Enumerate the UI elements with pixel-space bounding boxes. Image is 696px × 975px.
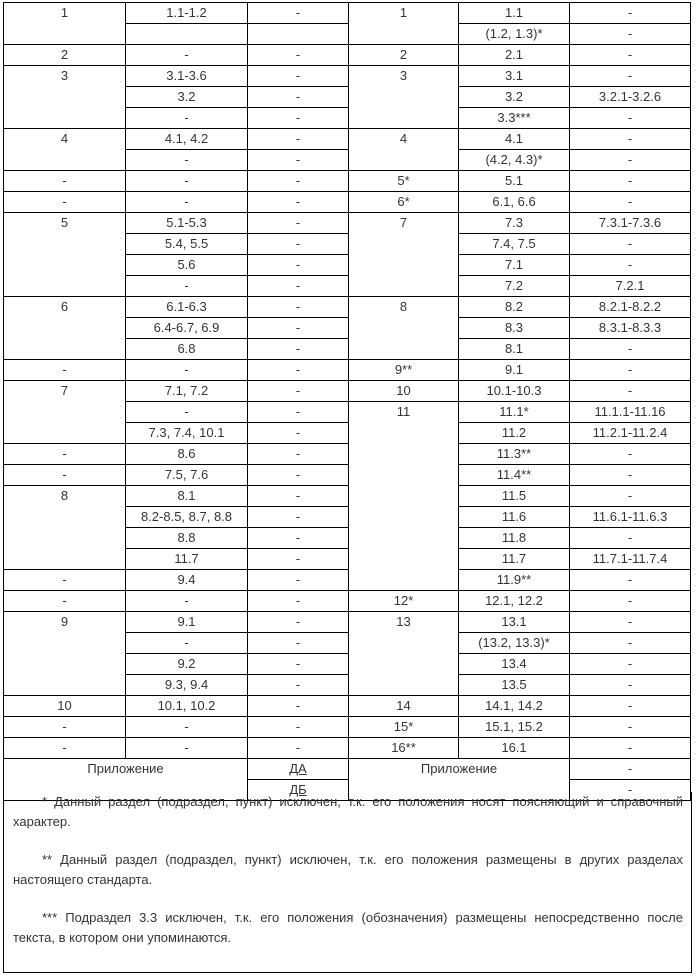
table-cell: 3.2.1-3.2.6 bbox=[570, 87, 691, 108]
table-cell: - bbox=[126, 591, 248, 612]
table-cell: - bbox=[126, 108, 248, 129]
footnote: * Данный раздел (подраздел, пункт) исключен, т.к. его положения носят поясняющий и справочный характер. bbox=[13, 794, 683, 829]
table-cell: - bbox=[4, 465, 126, 486]
table-cell: 11.6 bbox=[459, 507, 570, 528]
table-cell: 11.9** bbox=[459, 570, 570, 591]
table-cell: - bbox=[248, 360, 349, 381]
table-cell: - bbox=[248, 87, 349, 108]
table-cell: 6.1-6.3 bbox=[126, 297, 248, 318]
table-row bbox=[4, 612, 691, 633]
table-cell: 11.7 bbox=[459, 549, 570, 570]
table-cell: 2 bbox=[4, 45, 126, 66]
table-cell: 6.4-6.7, 6.9 bbox=[126, 318, 248, 339]
table-cell: - bbox=[4, 717, 126, 738]
table-cell: - bbox=[248, 3, 349, 24]
table-cell: 11.4** bbox=[459, 465, 570, 486]
table-cell: - bbox=[248, 570, 349, 591]
table-cell: - bbox=[248, 738, 349, 759]
table-row bbox=[4, 171, 691, 192]
table-cell: 11 bbox=[349, 402, 459, 591]
table-cell: - bbox=[570, 465, 691, 486]
table-cell: 11.2.1-11.2.4 bbox=[570, 423, 691, 444]
table-cell: 9.1 bbox=[459, 360, 570, 381]
table-cell: - bbox=[570, 108, 691, 129]
table-cell: 4 bbox=[4, 129, 126, 171]
table-cell: 11.7.1-11.7.4 bbox=[570, 549, 691, 570]
table-cell: 3.3*** bbox=[459, 108, 570, 129]
table-cell: - bbox=[248, 297, 349, 318]
table-cell: 8.3 bbox=[459, 318, 570, 339]
table-row bbox=[4, 3, 691, 24]
table-row bbox=[4, 213, 691, 234]
table-cell: 14 bbox=[349, 696, 459, 717]
table-cell: - bbox=[126, 738, 248, 759]
table-cell: - bbox=[4, 171, 126, 192]
table-cell: 3.1-3.6 bbox=[126, 66, 248, 87]
table-row bbox=[4, 465, 691, 486]
table-cell: - bbox=[248, 696, 349, 717]
table-cell: - bbox=[248, 465, 349, 486]
table-cell: 8.3.1-8.3.3 bbox=[570, 318, 691, 339]
correspondence-table bbox=[3, 2, 691, 801]
table-cell: 12* bbox=[349, 591, 459, 612]
table-cell: - bbox=[248, 234, 349, 255]
table-cell: - bbox=[570, 171, 691, 192]
table-cell: 6.8 bbox=[126, 339, 248, 360]
table-cell: 4.1, 4.2 bbox=[126, 129, 248, 150]
table-cell: - bbox=[4, 738, 126, 759]
table-cell: 13.1 bbox=[459, 612, 570, 633]
table-cell: 10 bbox=[349, 381, 459, 402]
table-cell: 9.3, 9.4 bbox=[126, 675, 248, 696]
table-cell: 1.1-1.2 bbox=[126, 3, 248, 24]
table-row bbox=[4, 444, 691, 465]
table-cell: - bbox=[126, 45, 248, 66]
table-cell: 6* bbox=[349, 192, 459, 213]
table-cell: - bbox=[248, 717, 349, 738]
table-cell: - bbox=[248, 192, 349, 213]
table-cell: 5* bbox=[349, 171, 459, 192]
table-cell: - bbox=[570, 444, 691, 465]
table-cell: 11.3** bbox=[459, 444, 570, 465]
table-cell: - bbox=[570, 717, 691, 738]
table-cell: 1 bbox=[4, 3, 126, 45]
table-cell: - bbox=[248, 318, 349, 339]
table-cell: - bbox=[248, 108, 349, 129]
table-cell: - bbox=[570, 654, 691, 675]
table-cell: 6 bbox=[4, 297, 126, 360]
table-cell: - bbox=[570, 150, 691, 171]
table-cell: - bbox=[248, 339, 349, 360]
table-cell: - bbox=[570, 570, 691, 591]
table-cell: - bbox=[248, 528, 349, 549]
table-cell: - bbox=[248, 675, 349, 696]
table-cell: 5.1 bbox=[459, 171, 570, 192]
table-row bbox=[4, 486, 691, 507]
table-cell: 8.2.1-8.2.2 bbox=[570, 297, 691, 318]
table-cell bbox=[126, 24, 248, 45]
table-cell: - bbox=[248, 507, 349, 528]
table-cell: - bbox=[248, 213, 349, 234]
table-cell: (1.2, 1.3)* bbox=[459, 24, 570, 45]
table-cell: 7.2.1 bbox=[570, 276, 691, 297]
table-cell: 9.1 bbox=[126, 612, 248, 633]
table-row bbox=[4, 297, 691, 318]
table-cell: - bbox=[4, 444, 126, 465]
table-cell: - bbox=[248, 591, 349, 612]
table-cell: 10.1, 10.2 bbox=[126, 696, 248, 717]
table-row bbox=[4, 591, 691, 612]
footnotes bbox=[3, 792, 692, 973]
table-cell: - bbox=[570, 633, 691, 654]
table-cell: 2 bbox=[349, 45, 459, 66]
table-cell: 7.5, 7.6 bbox=[126, 465, 248, 486]
table-row bbox=[4, 717, 691, 738]
table-cell: 15* bbox=[349, 717, 459, 738]
table-cell: - bbox=[570, 738, 691, 759]
table-cell: - bbox=[4, 360, 126, 381]
table-cell: 1 bbox=[349, 3, 459, 45]
table-cell: - bbox=[248, 129, 349, 150]
table-cell: - bbox=[570, 3, 691, 24]
table-cell: - bbox=[248, 150, 349, 171]
table-cell: 4.1 bbox=[459, 129, 570, 150]
table-cell: - bbox=[248, 45, 349, 66]
table-cell: 4 bbox=[349, 129, 459, 171]
table-row bbox=[4, 129, 691, 150]
table-cell: - bbox=[248, 486, 349, 507]
table-cell: 13.4 bbox=[459, 654, 570, 675]
table-cell: 8 bbox=[349, 297, 459, 360]
table-cell: 11.1.1-11.16 bbox=[570, 402, 691, 423]
table-cell: - bbox=[570, 381, 691, 402]
table-cell: 3 bbox=[349, 66, 459, 129]
footnote: *** Подраздел 3.3 исключен, т.к. его положения (обозначения) размещены непосредственно после текста, в котором они упоминаются. bbox=[13, 910, 683, 945]
table-cell: - bbox=[570, 129, 691, 150]
table-cell: 9** bbox=[349, 360, 459, 381]
table-cell: - bbox=[248, 633, 349, 654]
table-cell: 12.1, 12.2 bbox=[459, 591, 570, 612]
table-row bbox=[4, 381, 691, 402]
table-cell: 3.1 bbox=[459, 66, 570, 87]
table-cell: 1.1 bbox=[459, 3, 570, 24]
table-cell: - bbox=[570, 66, 691, 87]
table-cell: 16** bbox=[349, 738, 459, 759]
table-row bbox=[4, 192, 691, 213]
table-row bbox=[4, 570, 691, 591]
table-cell: 9.4 bbox=[126, 570, 248, 591]
table-cell: 7.1, 7.2 bbox=[126, 381, 248, 402]
table-cell: 3.2 bbox=[459, 87, 570, 108]
table-cell: - bbox=[4, 570, 126, 591]
table-cell: 8.1 bbox=[126, 486, 248, 507]
table-cell: - bbox=[126, 633, 248, 654]
table-cell: 5.1-5.3 bbox=[126, 213, 248, 234]
table-cell: - bbox=[570, 192, 691, 213]
table-cell: 8.2 bbox=[459, 297, 570, 318]
appendix-link-db[interactable]: ДБ bbox=[248, 780, 349, 801]
table-row bbox=[4, 759, 691, 780]
table-row bbox=[4, 360, 691, 381]
table-cell: - bbox=[570, 528, 691, 549]
table-cell: - bbox=[570, 24, 691, 45]
table-cell: 8 bbox=[4, 486, 126, 570]
table-cell: - bbox=[570, 612, 691, 633]
table-cell: 7.1 bbox=[459, 255, 570, 276]
table-cell: 8.8 bbox=[126, 528, 248, 549]
table-cell: - bbox=[248, 171, 349, 192]
table-cell: - bbox=[570, 255, 691, 276]
footnote: ** Данный раздел (подраздел, пункт) исключен, т.к. его положения размещены в других разделах настоящего стандарта. bbox=[13, 852, 683, 887]
table-cell: - bbox=[126, 717, 248, 738]
table-cell: - bbox=[570, 339, 691, 360]
table-cell: - bbox=[126, 171, 248, 192]
table-cell: 14.1, 14.2 bbox=[459, 696, 570, 717]
table-cell: 7 bbox=[4, 381, 126, 444]
table-cell: 7.2 bbox=[459, 276, 570, 297]
table-cell: - bbox=[126, 276, 248, 297]
table-cell: 8.2-8.5, 8.7, 8.8 bbox=[126, 507, 248, 528]
table-cell: 11.5 bbox=[459, 486, 570, 507]
table-cell: 9 bbox=[4, 612, 126, 696]
table-cell: 7 bbox=[349, 213, 459, 297]
table-cell: (4.2, 4.3)* bbox=[459, 150, 570, 171]
table-cell: 16.1 bbox=[459, 738, 570, 759]
table-cell: - bbox=[248, 612, 349, 633]
table-cell: - bbox=[126, 360, 248, 381]
table-cell: 10.1-10.3 bbox=[459, 381, 570, 402]
table-cell: - bbox=[248, 276, 349, 297]
table-cell: - bbox=[4, 192, 126, 213]
table-cell: - bbox=[570, 486, 691, 507]
table-cell: 13 bbox=[349, 612, 459, 696]
table-cell: 15.1, 15.2 bbox=[459, 717, 570, 738]
table-row bbox=[4, 45, 691, 66]
table-cell: 9.2 bbox=[126, 654, 248, 675]
table-cell: 2.1 bbox=[459, 45, 570, 66]
table-cell: 11.8 bbox=[459, 528, 570, 549]
table-cell: - bbox=[570, 360, 691, 381]
table-cell: 11.2 bbox=[459, 423, 570, 444]
table-cell: 3 bbox=[4, 66, 126, 129]
table-cell: - bbox=[4, 591, 126, 612]
table-cell: 11.1* bbox=[459, 402, 570, 423]
table-cell: - bbox=[248, 402, 349, 423]
table-cell: - bbox=[570, 696, 691, 717]
table-cell: 11.7 bbox=[126, 549, 248, 570]
table-cell: 5.6 bbox=[126, 255, 248, 276]
table-cell: - bbox=[570, 234, 691, 255]
table-row bbox=[4, 696, 691, 717]
table-cell: - bbox=[126, 402, 248, 423]
table-cell: - bbox=[248, 66, 349, 87]
table-cell: - bbox=[248, 654, 349, 675]
table-cell: - bbox=[570, 780, 691, 801]
table-cell: - bbox=[570, 45, 691, 66]
table-cell: - bbox=[248, 255, 349, 276]
table-cell: 5 bbox=[4, 213, 126, 297]
table-cell: - bbox=[570, 591, 691, 612]
table-cell: 7.3, 7.4, 10.1 bbox=[126, 423, 248, 444]
table-cell: 8.6 bbox=[126, 444, 248, 465]
appendix-label: Приложение bbox=[349, 759, 570, 801]
table-cell: - bbox=[570, 675, 691, 696]
table-cell: 11.6.1-11.6.3 bbox=[570, 507, 691, 528]
table-cell: (13.2, 13.3)* bbox=[459, 633, 570, 654]
table-cell bbox=[248, 24, 349, 45]
table-cell: 7.4, 7.5 bbox=[459, 234, 570, 255]
table-row bbox=[4, 738, 691, 759]
table-cell: - bbox=[570, 759, 691, 780]
table-cell: - bbox=[248, 423, 349, 444]
table-cell: 10 bbox=[4, 696, 126, 717]
table-cell: 5.4, 5.5 bbox=[126, 234, 248, 255]
table-cell: 13.5 bbox=[459, 675, 570, 696]
table-cell: 7.3.1-7.3.6 bbox=[570, 213, 691, 234]
table-cell: 8.1 bbox=[459, 339, 570, 360]
table-cell: - bbox=[126, 192, 248, 213]
table-cell: 3.2 bbox=[126, 87, 248, 108]
table-cell: 6.1, 6.6 bbox=[459, 192, 570, 213]
table-row bbox=[4, 66, 691, 87]
table-cell: - bbox=[126, 150, 248, 171]
appendix-label: Приложение bbox=[4, 759, 248, 801]
table-cell: - bbox=[248, 381, 349, 402]
table-cell: 7.3 bbox=[459, 213, 570, 234]
table-cell: - bbox=[248, 549, 349, 570]
table-cell: - bbox=[248, 444, 349, 465]
appendix-link-da[interactable]: ДА bbox=[248, 759, 349, 780]
